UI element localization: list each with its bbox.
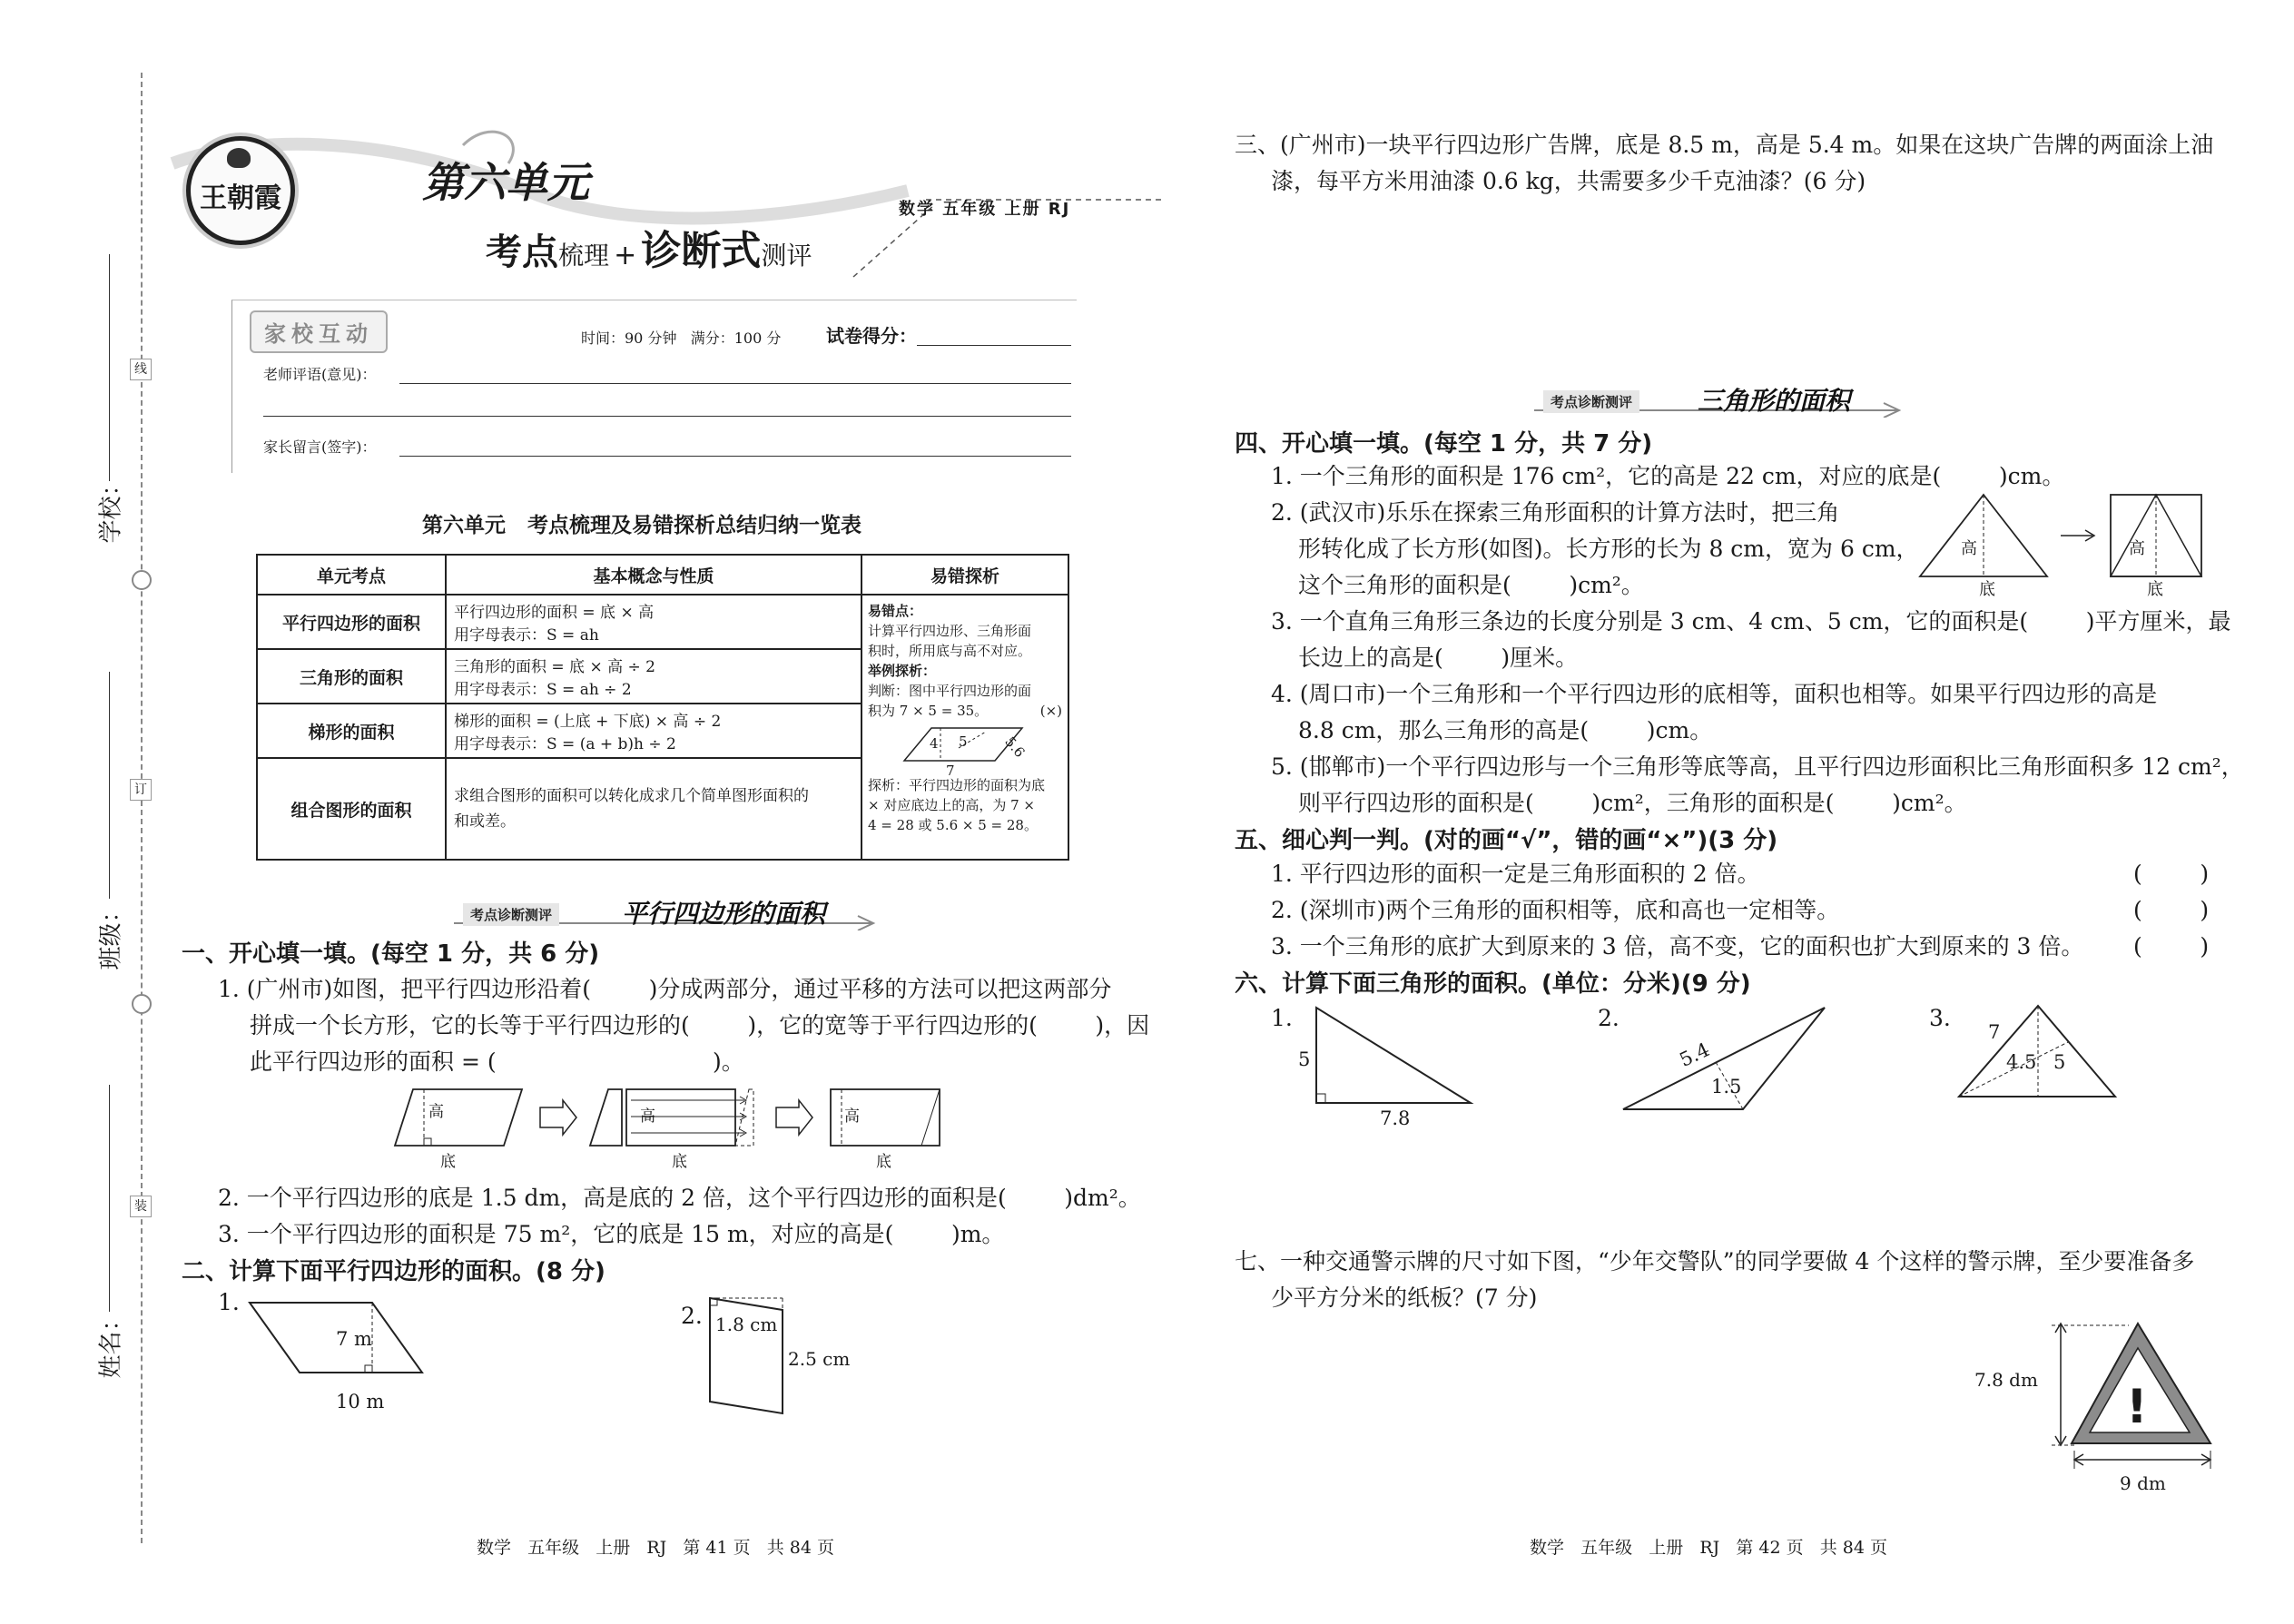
analysis-line: 4 = 28 或 5.6 × 5 = 28。 [868,817,1038,833]
subtitle-plus: + [614,240,637,271]
teacher-label: 老师评语(意见)： [263,366,377,383]
q5-3-answer: ( ) [2133,933,2210,960]
fig-label: 5.6 [1001,733,1029,761]
concept-line: 平行四边形的面积 = 底 × 高 [454,604,655,622]
q5-3: 3. 一个三角形的底扩大到原来的 3 倍，高不变，它的面积也扩大到原来的 3 倍。 [1271,933,2084,960]
analysis-heading: 易错点： [868,603,923,619]
fig-high-label: 高 [844,1107,860,1126]
seal-mark: 线 [130,359,152,380]
table-header-cell: 单元考点 [257,555,446,595]
summary-table [256,554,1069,861]
binding-dashed-line [141,73,143,1543]
table-header-cell: 易错探析 [861,555,1068,595]
concept-cell [446,758,861,860]
fig-label: 4 [930,735,939,752]
analysis-heading: 举例探析： [868,663,937,679]
footer-right: 数学 五年级 上册 RJ 第 42 页 共 84 页 [1530,1538,1888,1558]
t3-height-b: 5 [2053,1051,2066,1073]
triangle-figure-2 [1616,999,1834,1117]
t3-height-a: 4.5 [2006,1051,2037,1073]
q4-fig-base: 底 [2147,580,2163,599]
q4-2-line-a: 2. (武汉市)乐乐在探索三角形面积的计算方法时，把三角 [1271,499,1840,526]
name-label: 姓名： [97,1307,125,1379]
t2-height: 1.5 [1711,1076,1742,1097]
class-line [109,672,110,899]
seal-mark: 装 [130,1196,152,1217]
sign-base-label: 9 dm [2120,1472,2166,1494]
q4-2-line-b: 形转化成了长方形(如图)。长方形的长为 8 cm，宽为 6 cm， [1298,536,1919,562]
q5-1-answer: ( ) [2133,861,2210,887]
summary-title: 第六单元 考点梳理及易错探析总结归纳一览表 [422,514,862,537]
concept-line: 用字母表示：S = (a + b)h ÷ 2 [454,735,676,753]
section-banner [445,894,881,930]
analysis-line: 探析：平行四边形的面积为底 [868,777,1046,793]
unit-title: 第六单元 [422,158,589,207]
analysis-mark: (×) [1039,703,1062,719]
section-banner [1525,381,1906,418]
t1-base: 7.8 [1380,1107,1411,1129]
banner-small-label: 考点诊断测评 [1543,390,1639,413]
concept-line: 求组合图形的面积可以转化成求几个简单图形面积的 [454,787,809,805]
subtitle-a: 考点 [486,231,558,273]
binding-hole [132,994,152,1014]
table-header-cell: 基本概念与性质 [446,555,861,595]
q4-3-line-a: 3. 一个直角三角形三条边的长度分别是 3 cm、4 cm、5 cm，它的面积是( )平方厘米，最 [1271,608,2231,635]
score-line [917,345,1071,346]
logo-seal [186,136,295,245]
score-label: 试卷得分： [826,325,917,347]
q4-2-line-c: 这个三角形的面积是( )cm²。 [1298,572,1644,598]
q4-5-line-a: 5. (邯郸市)一个平行四边形与一个三角形等底等高，且平行四边形面积比三角形面积多 12 cm²， [1271,753,2244,780]
header-tagline: 数学 五年级 上册 RJ [899,200,1071,219]
topic-cell: 梯形的面积 [257,704,446,758]
p1-base-label: 10 m [336,1391,385,1412]
t3-num: 3. [1929,1005,1951,1031]
concept-cell [446,595,861,649]
p2-label-a: 1.8 cm [715,1314,778,1335]
parent-label: 家长留言(签字)： [263,438,377,456]
fig-high-label: 高 [640,1107,655,1126]
q4-4-line-a: 4. (周口市)一个三角形和一个平行四边形的底相等，面积也相等。如果平行四边形的高是 [1271,681,2158,707]
fig-high-label: 高 [428,1103,444,1121]
banner-title: 三角形的面积 [1698,386,1851,416]
concept-cell [446,704,861,758]
t1-height: 5 [1298,1048,1311,1070]
q3-line-a: 三、(广州市)一块平行四边形广告牌，底是 8.5 m，高是 5.4 m。如果在这块广告牌的两面涂上油 [1235,132,2214,158]
topic-cell: 平行四边形的面积 [257,595,446,649]
name-line [109,1085,110,1312]
parallelogram-figure-2 [699,1294,799,1421]
t2-num: 2. [1598,1005,1620,1031]
q6-heading: 六、计算下面三角形的面积。(单位：分米)(9 分) [1235,970,1751,998]
sign-height-label: 7.8 dm [1974,1369,2038,1391]
t2-side: 5.4 [1676,1038,1713,1071]
triangle-figure-1 [1307,1003,1480,1107]
analysis-line: × 对应底边上的高，为 7 × [868,797,1035,813]
q4-4-line-b: 8.8 cm，那么三角形的高是( )cm。 [1298,717,1713,743]
q1-3: 3. 一个平行四边形的面积是 75 m²，它的底是 15 m，对应的高是( )m。 [218,1221,1005,1247]
header-subtitle [486,218,812,276]
class-label: 班级： [97,899,125,970]
concept-line: 三角形的面积 = 底 × 高 ÷ 2 [454,658,655,676]
subtitle-c: 诊断式 [641,228,762,274]
q1-1-line-c: 此平行四边形的面积 = ( )。 [250,1048,744,1075]
q4-fig-high: 高 [1961,539,1977,558]
q1-1-line-a: 1. (广州市)如图，把平行四边形沿着( )分成两部分，通过平移的方法可以把这两部分 [218,976,1112,1002]
concept-line: 梯形的面积 = (上底 + 下底) × 高 ÷ 2 [454,713,722,731]
banner-title: 平行四边形的面积 [622,899,826,929]
fig-base-label: 底 [672,1153,687,1171]
t1-num: 1. [1271,1005,1293,1031]
q2-heading: 二、计算下面平行四边形的面积。(8 分) [182,1258,605,1285]
q4-3-line-b: 长边上的高是( )厘米。 [1298,645,1579,671]
time-info: 时间：90 分钟 满分：100 分 [581,330,782,347]
table-header-row [257,555,1068,595]
p2-num: 2. [681,1303,703,1329]
q4-heading: 四、开心填一填。(每空 1 分，共 7 分) [1235,430,1653,458]
fig-base-label: 底 [440,1153,456,1171]
exclamation-icon: ! [2126,1380,2148,1434]
q3-line-b: 漆，每平方米用油漆 0.6 kg，共需要多少千克油漆？(6 分) [1271,168,1866,194]
logo-text: 王朝霞 [200,182,281,214]
q5-2: 2. (深圳市)两个三角形的面积相等，底和高也一定相等。 [1271,897,1840,923]
q5-2-answer: ( ) [2133,897,2210,923]
triangle-figure-3 [1952,999,2124,1103]
q1-2: 2. 一个平行四边形的底是 1.5 dm，高是底的 2 倍，这个平行四边形的面积是( )dm²。 [218,1185,1141,1211]
t3-side: 7 [1988,1021,2001,1043]
analysis-cell [861,595,1068,860]
teacher-line-1 [399,383,1071,384]
school-line [109,254,110,481]
teacher-line-2 [263,416,1071,417]
school-label: 学校： [97,472,125,544]
q5-heading: 五、细心判一判。(对的画“√”，错的画“×”)(3 分) [1235,827,1778,854]
topic-cell: 组合图形的面积 [257,758,446,860]
analysis-text: 积为 7 × 5 = 35。 [868,703,989,719]
seal-mark: 订 [130,779,152,801]
q1-1-line-b: 拼成一个长方形，它的长等于平行四边形的( )，它的宽等于平行四边形的( )，因 [250,1012,1150,1038]
q7-line-a: 七、一种交通警示牌的尺寸如下图，“少年交警队”的同学要做 4 个这样的警示牌，至少要准备多 [1235,1248,2195,1275]
concept-line: 和或差。 [454,812,516,831]
fig-label: 5 [959,733,968,750]
subtitle-b: 梳理 [558,241,610,271]
banner-small-label: 考点诊断测评 [463,903,559,926]
p2-label-b: 2.5 cm [788,1348,851,1370]
concept-line: 用字母表示：S = ah [454,626,599,645]
p1-num: 1. [218,1289,240,1315]
parent-line [399,456,1071,457]
analysis-line [868,701,1062,721]
concept-cell [446,649,861,704]
fig-label: 7 [946,763,955,779]
triangle-to-rectangle-figure [1911,490,2210,590]
analysis-line: 积时，所用底与高不对应。 [868,643,1032,659]
q4-fig-high: 高 [2129,539,2145,558]
home-school-badge: 家校互动 [250,310,388,353]
q7-line-b: 少平方分米的纸板？(7 分) [1271,1284,1538,1311]
q4-1: 1. 一个三角形的面积是 176 cm²，它的高是 22 cm，对应的底是( )cm。 [1271,463,2065,489]
q4-fig-base: 底 [1979,580,1995,599]
concept-line: 用字母表示：S = ah ÷ 2 [454,681,632,699]
q4-5-line-b: 则平行四边形的面积是( )cm²，三角形的面积是( )cm²。 [1298,790,1967,816]
fig-base-label: 底 [876,1153,891,1171]
binding-hole [132,570,152,590]
logo-crest-icon [227,148,251,168]
summary-table-wrap [256,554,1069,861]
p1-height-label: 7 m [336,1328,372,1350]
analysis-figure [868,721,1062,779]
analysis-line: 判断：图中平行四边形的面 [868,683,1032,699]
subtitle-d: 测评 [761,241,812,271]
footer-left: 数学 五年级 上册 RJ 第 41 页 共 84 页 [477,1538,835,1558]
topic-cell: 三角形的面积 [257,649,446,704]
table-row [257,595,1068,649]
analysis-line: 计算平行四边形、三角形面 [868,623,1032,639]
q5-1: 1. 平行四边形的面积一定是三角形面积的 2 倍。 [1271,861,1760,887]
q1-heading: 一、开心填一填。(每空 1 分，共 6 分) [182,940,600,968]
